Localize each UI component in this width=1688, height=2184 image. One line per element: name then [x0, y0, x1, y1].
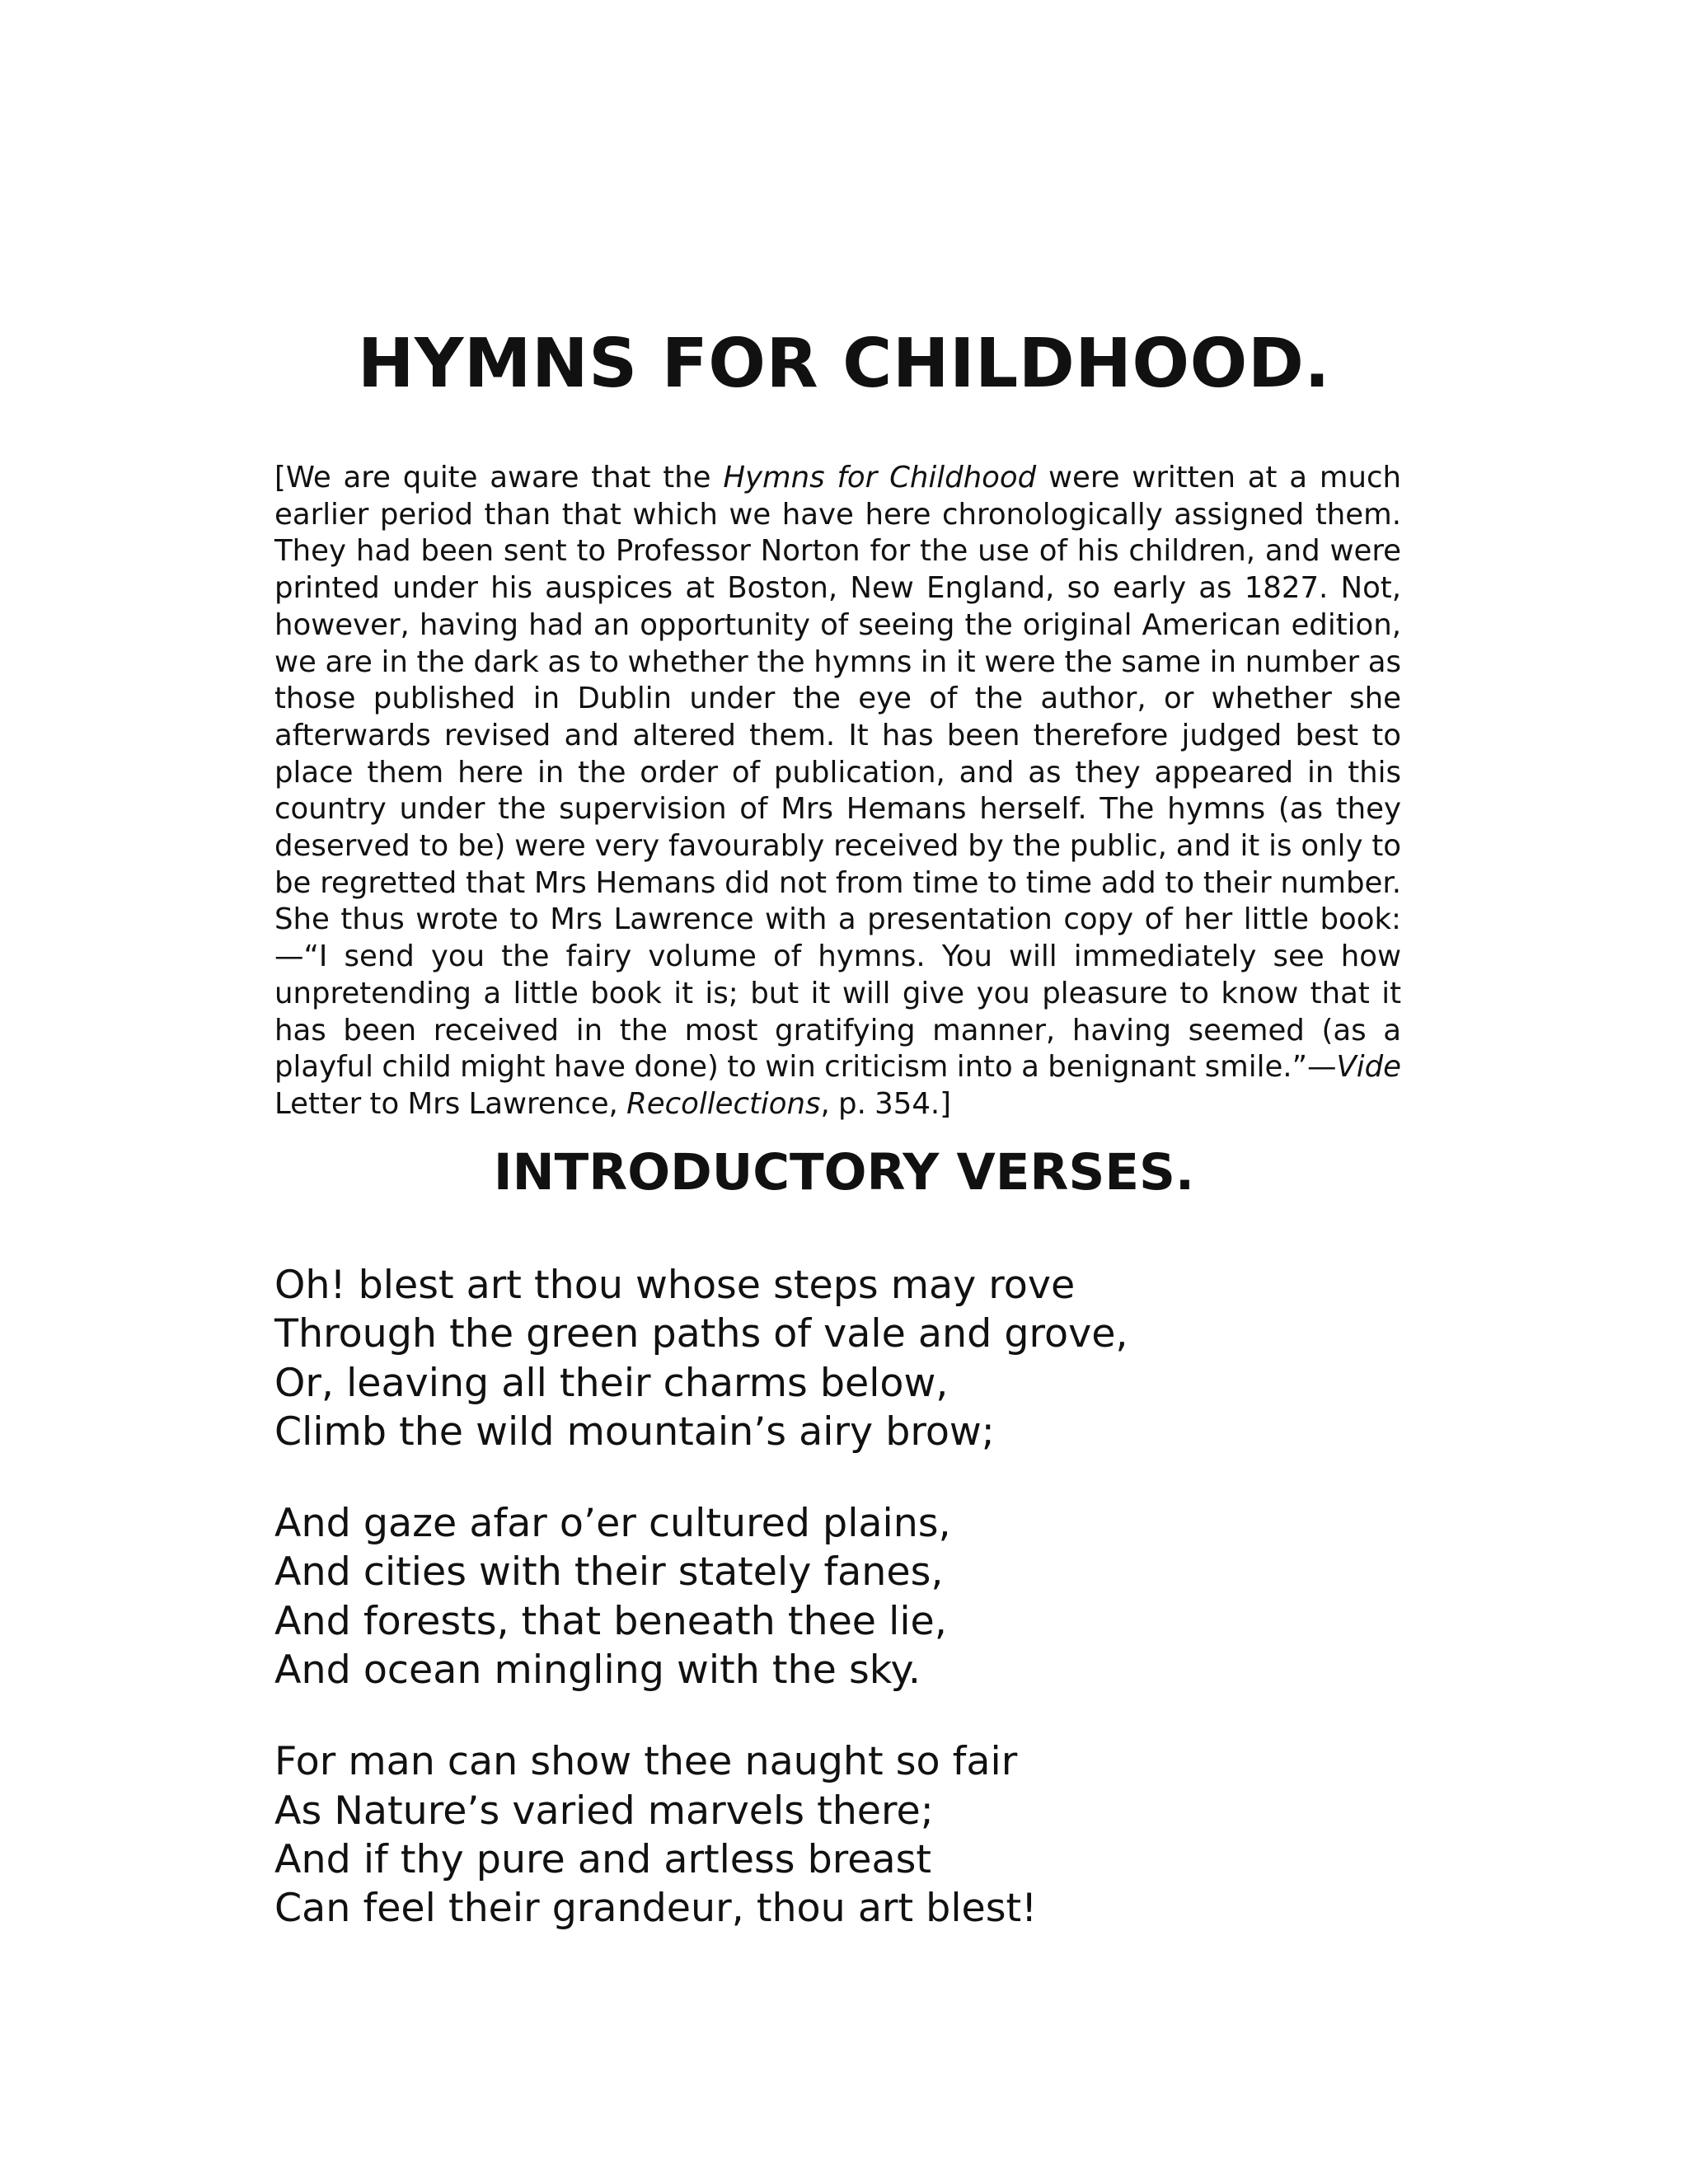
section-title: INTRODUCTORY VERSES. [493, 1143, 1195, 1202]
page-title: HYMNS FOR CHILDHOOD. [357, 325, 1331, 403]
poem [274, 1261, 1511, 1976]
verse-line: And gaze afar o’er cultured plains, [274, 1501, 951, 1547]
verse-line: And if thy pure and artless breast [274, 1836, 931, 1882]
verse-line: For man can show thee naught so fair [274, 1739, 1018, 1785]
intro-italic-vide: Vide [1336, 1050, 1401, 1085]
stanza [274, 1499, 1511, 1694]
verse-line: Climb the wild mountain’s airy brow; [274, 1408, 995, 1455]
intro-text-1: [We are quite aware that the [274, 461, 724, 494]
verse-line: And ocean mingling with the sky. [274, 1647, 921, 1694]
intro-text-4: , p. 354.] [820, 1086, 952, 1121]
verse-line: Oh! blest art thou whose steps may rove [274, 1263, 1076, 1308]
stanza [274, 1261, 1511, 1456]
verse-line: Can feel their grandeur, thou art blest! [274, 1886, 1038, 1932]
intro-text-2: were written at a much earlier period than that which we have here chronologically assigned them. They had been sent to Professor Norton for the use of his children, and were printed under his auspices at Boston, New England, so early as 1827. Not, however, having had an opportunity of seeing the original American edition, we are in the dark as to whether the hymns in it were the same in number as those published in Dublin under the eye of the author, or whether she afterwards revised and altered them. It has been therefore judged best to place them here in the order of publication, and as they appeared in this country under the supervision of Mrs Hemans herself. The hymns (as they deserved to be) were very favourably received by the public, and it is only to be regretted that Mrs Hemans did not from time to time add to their number. She thus wrote to Mrs Lawrence with a presentation copy of her little book:—“I send you the fairy volume of hymns. You will immediately see how unpretending a little book it is; but it will give you pleasure to know that it has been received in the most gratifying manner, having seemed (as a playful child might have done) to win criticism into a benignant smile.”— [274, 461, 1401, 1085]
verse-line: Through the green paths of vale and grove, [274, 1311, 1128, 1357]
verse-line: As Nature’s varied marvels there; [274, 1788, 934, 1834]
verse-line: Or, leaving all their charms below, [274, 1360, 949, 1406]
intro-italic-book-title: Hymns for Childhood [723, 461, 1037, 494]
verse-line: And forests, that beneath thee lie, [274, 1598, 947, 1644]
intro-text-3: Letter to Mrs Lawrence, [274, 1086, 627, 1121]
stanza [274, 1737, 1511, 1933]
verse-line: And cities with their stately fanes, [274, 1549, 944, 1596]
intro-italic-recollections: Recollections [626, 1086, 821, 1121]
introductory-note [274, 460, 1401, 1123]
